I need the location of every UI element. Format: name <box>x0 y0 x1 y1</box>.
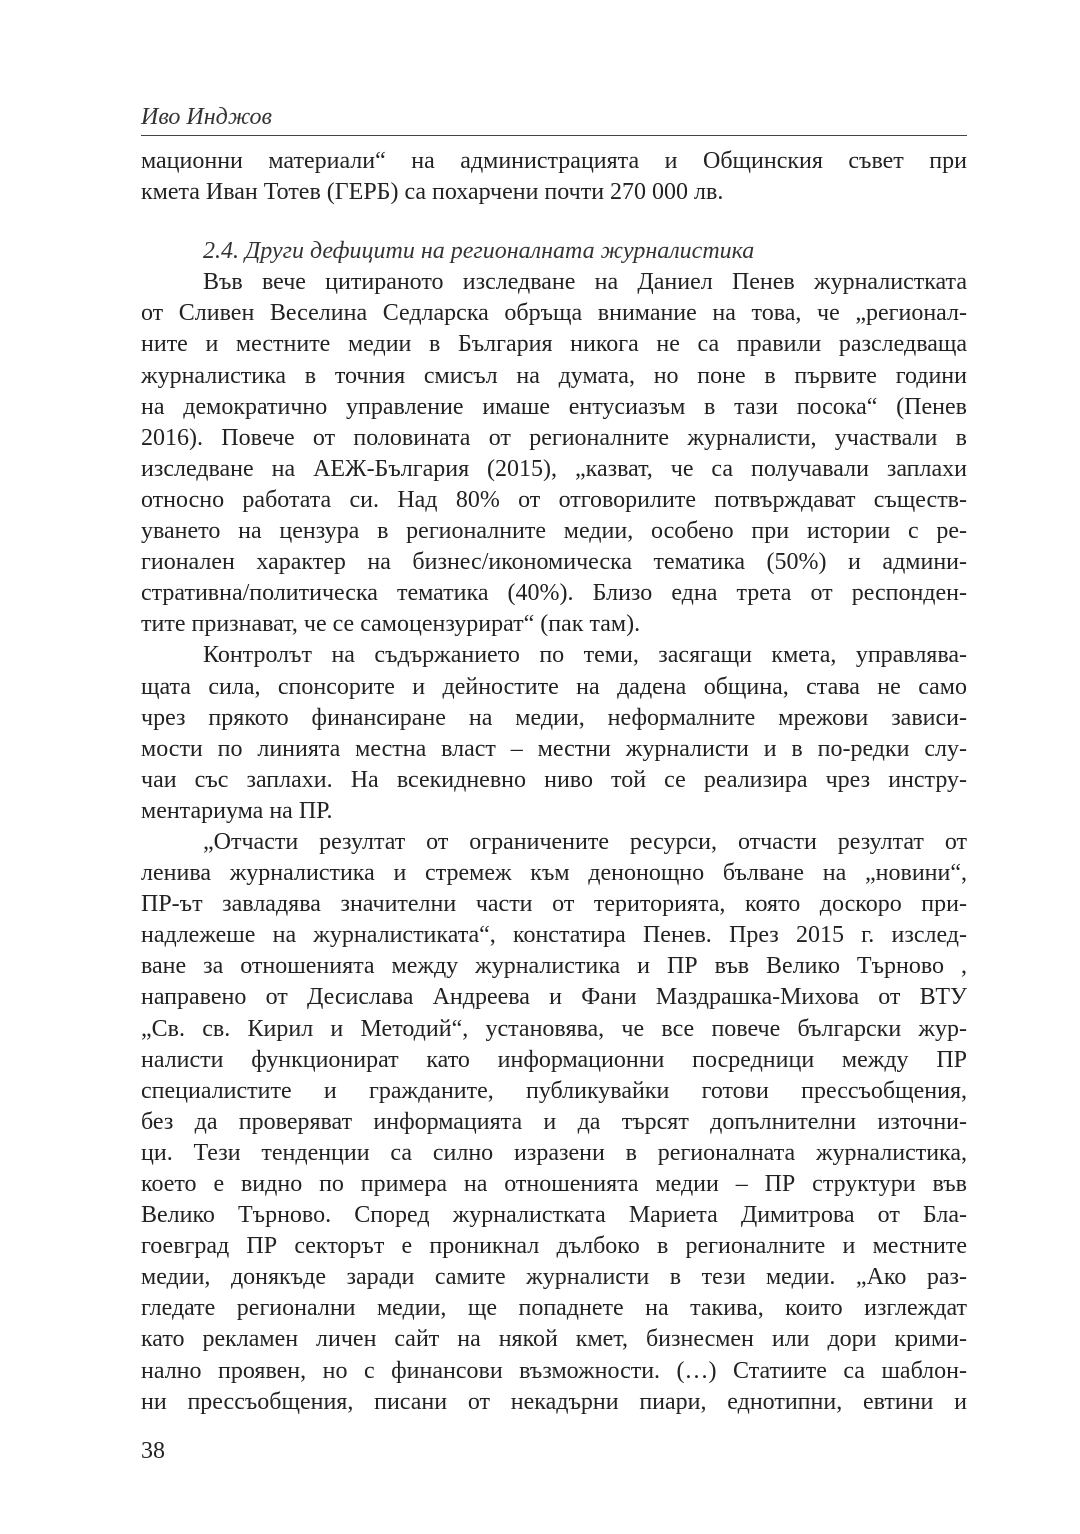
text-line: ПР-ът завладява значителни части от територията, която доскоро при- <box>141 891 967 918</box>
text-line: от Сливен Веселина Седларска обръща внимание на това, че „регионал- <box>141 300 967 327</box>
text-line: медии, донякъде заради самите журналисти в тези медии. „Ако раз- <box>141 1264 967 1291</box>
paragraph <box>141 267 967 640</box>
text-line: щата сила, спонсорите и дейностите на дадена община, става не само <box>141 673 967 700</box>
text-line: чаи със заплахи. На всекидневно ниво той се реализира чрез инстру- <box>141 766 967 793</box>
text-line: на демократично управление имаше ентусиазъм в тази посока“ (Пенев <box>141 393 967 420</box>
text-line: относно работата си. Над 80% от отговорилите потвърждават съществ- <box>141 486 967 513</box>
text-line: налисти функционират като информационни посредници между ПР <box>141 1046 967 1073</box>
text-line: ментариума на ПР. <box>141 797 333 824</box>
running-head: Иво Инджов <box>141 104 967 136</box>
text-line: нално проявен, но с финансови възможности. (…) Статиите са шаблон- <box>141 1357 967 1384</box>
text-line: направено от Десислава Андреева и Фани Маздрашка-Михова от ВТУ <box>141 984 967 1011</box>
text-line: ленива журналистика и стремеж към денонощно бълване на „новини“, <box>141 860 967 887</box>
text-line: надлежеше на журналистиката“, констатира Пенев. През 2015 г. изслед- <box>141 922 967 949</box>
text-line: 2016). Повече от половината от регионалните журналисти, участвали в <box>141 424 967 451</box>
text-line: гледате регионални медии, ще попаднете на такива, които изглеждат <box>141 1295 967 1322</box>
text-line: журналистика в точния смисъл на думата, но поне в първите години <box>141 362 967 389</box>
text-line: Велико Търново. Според журналистката Мариета Димитрова от Бла- <box>141 1202 967 1229</box>
text-line: гоевград ПР секторът е проникнал дълбоко в регионалните и местните <box>141 1233 967 1260</box>
text-line: уването на цензура в регионалните медии, особено при истории с ре- <box>141 518 967 545</box>
section-heading: 2.4. Други дефицити на регионалната журналистика <box>203 238 755 265</box>
text-line: мационни материали“ на администрацията и Общинския съвет при <box>141 148 967 174</box>
text-line: ните и местните медии в България никога не са правили разследваща <box>141 331 967 358</box>
text-line: ване за отношенията между журналистика и ПР във Велико Търново , <box>141 953 967 980</box>
page-number: 38 <box>141 1438 165 1464</box>
text-line: чрез прякото финансиране на медии, неформалните мрежови зависи- <box>141 704 967 731</box>
text-line: изследване на АЕЖ-България (2015), „казват, че са получавали заплахи <box>141 455 967 482</box>
paragraph <box>141 640 967 827</box>
text-line: специалистите и гражданите, публикувайки готови прессъобщения, <box>141 1077 967 1104</box>
text-line: ци. Тези тенденции са силно изразени в регионалната журналистика, <box>141 1139 967 1166</box>
text-line: като рекламен личен сайт на някой кмет, бизнесмен или дори крими- <box>141 1326 967 1353</box>
text-line: ни прессъобщения, писани от некадърни пиари, еднотипни, евтини и <box>141 1388 967 1415</box>
text-line: гионален характер на бизнес/икономическа тематика (50%) и админи- <box>141 549 967 576</box>
text-line: „Отчасти резултат от ограничените ресурси, отчасти резултат от <box>203 828 967 855</box>
text-line: Контролът на съдържанието по теми, засягащи кмета, управлява- <box>203 642 967 669</box>
text-line: „Св. св. Кирил и Методий“, установява, че все повече български жур- <box>141 1015 967 1042</box>
text-line: което е видно по примера на отношенията медии – ПР структури във <box>141 1171 967 1197</box>
paragraph <box>141 827 967 1418</box>
paragraph <box>141 146 967 208</box>
text-line: кмета Иван Тотев (ГЕРБ) са похарчени почти 270 000 лв. <box>141 179 724 206</box>
text-line: мости по линията местна власт – местни журналисти и в по-редки слу- <box>141 735 967 762</box>
body-text <box>141 146 967 1418</box>
text-line: Във вече цитираното изследване на Даниел Пенев журналистката <box>203 269 967 296</box>
text-line: без да проверяват информацията и да търсят допълнителни източни- <box>141 1108 967 1135</box>
text-line: стративна/политическа тематика (40%). Близо една трета от респонден- <box>141 580 967 607</box>
text-line: тите признават, че се самоцензурират“ (пак там). <box>141 611 641 638</box>
